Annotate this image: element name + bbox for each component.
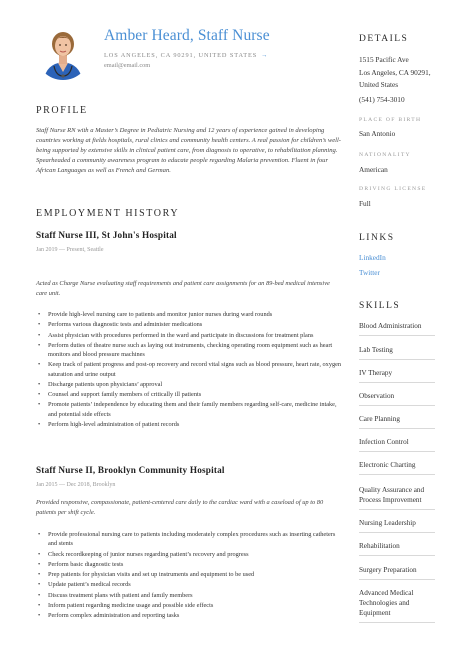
- skill-item: [359, 588, 435, 623]
- list-item: • Provide high-level nursing care to patients and monitor junior nurses during ward rounds: [36, 310, 342, 319]
- skill-label: Electronic Charting: [359, 461, 416, 469]
- list-item: • Promote patients’ independence by educating them and their family members regarding self-care, medicine intake, and potential side effects: [36, 400, 342, 418]
- details-address-line2: Los Angeles, CA 90291,: [359, 68, 431, 77]
- skill-label: Lab Testing: [359, 346, 393, 354]
- skill-item: [359, 345, 435, 360]
- skill-bar: [359, 555, 435, 556]
- skill-label: IV Therapy: [359, 369, 393, 377]
- details-address-line3: United States: [359, 80, 399, 89]
- arrow-icon: →: [261, 52, 269, 59]
- details-address-line1: 1515 Pacific Ave: [359, 55, 409, 64]
- candidate-name: Amber Heard, Staff Nurse: [104, 27, 270, 44]
- skill-label: Quality Assurance and Process Improvement: [359, 486, 425, 504]
- address-text: LOS ANGELES, CA 90291, UNITED STATES: [104, 52, 258, 59]
- link-twitter[interactable]: Twitter: [359, 268, 380, 277]
- links-heading: LINKS: [359, 233, 395, 243]
- list-item: • Perform duties of theatre nurse such as laying out instruments, checking operating room equipment such as heart monitors and blood pressure machines: [36, 341, 342, 359]
- list-item: • Perform complex administration and reporting tasks: [36, 611, 342, 620]
- profile-photo: [36, 26, 90, 80]
- skill-item: [359, 414, 435, 429]
- list-item: • Perform basic diagnostic tests: [36, 560, 342, 569]
- skill-item: [359, 518, 435, 533]
- skill-item: [359, 368, 435, 383]
- driving-license-label: DRIVING LICENSE: [359, 186, 427, 192]
- skill-bar: [359, 509, 435, 510]
- place-of-birth-label: PLACE OF BIRTH: [359, 117, 422, 123]
- job-bullets: [36, 310, 342, 430]
- list-item: • Prep patients for physician visits and set up instruments and equipment to be used: [36, 570, 342, 579]
- skill-label: Rehabilitation: [359, 542, 400, 550]
- skill-bar: [359, 451, 435, 452]
- skill-bar: [359, 474, 435, 475]
- skill-label: Care Planning: [359, 415, 400, 423]
- job-title: Staff Nurse II, Brooklyn Community Hospital: [36, 465, 225, 475]
- link-linkedin[interactable]: LinkedIn: [359, 253, 386, 262]
- list-item: • Check recordkeeping of junior nurses regarding patient’s recovery and progress: [36, 550, 342, 559]
- list-item: • Update patient’s medical records: [36, 580, 342, 589]
- employment-heading: EMPLOYMENT HISTORY: [36, 208, 180, 219]
- skill-item: [359, 391, 435, 406]
- place-of-birth-value: San Antonio: [359, 129, 396, 138]
- details-heading: DETAILS: [359, 34, 409, 44]
- list-item: • Provide professional nursing care to patients including moderately complex procedures such as inserting catheters and stents: [36, 530, 342, 548]
- profile-summary: Staff Nurse RN with a Master’s Degree in Pediatric Nursing and 12 years of experience gained in developing countries working at fields hospitals, rural clinics and community health centers. A real passion for children’s well-being supported by extensive skills in clinical patient care, from diagnosis to operative, to rehabilitation planning. Spearheaded a community awareness program to educate people regarding Malaria prevention. Fluent in four African Languages as well as French and German.: [36, 127, 342, 174]
- list-item: • Discharge patients upon physicians’ approval: [36, 380, 342, 389]
- skill-item: [359, 485, 435, 510]
- skill-label: Nursing Leadership: [359, 519, 416, 527]
- skill-label: Blood Administration: [359, 322, 422, 330]
- skill-item: [359, 437, 435, 452]
- list-item: • Counsel and support family members of critically ill patients: [36, 390, 342, 399]
- skill-bar: [359, 359, 435, 360]
- list-item: • Inform patient regarding medicine usage and possible side effects: [36, 601, 342, 610]
- nationality-value: American: [359, 165, 388, 174]
- list-item: • Discuss treatment plans with patient and family members: [36, 591, 342, 600]
- skill-bar: [359, 382, 435, 383]
- skill-bar: [359, 335, 435, 336]
- job-title: Staff Nurse III, St John's Hospital: [36, 230, 177, 240]
- job-meta: Jan 2019 — Present, Seattle: [36, 247, 104, 253]
- job-intro: Acted as Charge Nurse evaluating staff requirements and patient care assignments for an 89-bed medical intensive care unit.: [36, 280, 330, 297]
- list-item: • Performs various diagnostic tests and administer medications: [36, 320, 342, 329]
- skill-label: Infection Control: [359, 438, 409, 446]
- skills-heading: SKILLS: [359, 301, 401, 311]
- skill-label: Observation: [359, 392, 395, 400]
- job-bullets: [36, 530, 342, 622]
- skill-bar: [359, 532, 435, 533]
- nationality-label: NATIONALITY: [359, 152, 411, 158]
- skill-item: [359, 321, 435, 336]
- skill-bar: [359, 579, 435, 580]
- details-phone: (541) 754-3010: [359, 95, 405, 104]
- skill-bar: [359, 428, 435, 429]
- skill-bar: [359, 622, 435, 623]
- skill-item: [359, 460, 435, 475]
- skill-label: Surgery Preparation: [359, 566, 417, 574]
- candidate-email[interactable]: email@email.com: [104, 62, 151, 69]
- list-item: • Keep track of patient progress and post-op recovery and record vital signs such as blood pressure, heart rate, oxygen saturation and urine output: [36, 360, 342, 378]
- list-item: • Perform high-level administration of patient records: [36, 420, 342, 429]
- skill-label: Advanced Medical Technologies and Equipment: [359, 589, 414, 617]
- skill-bar: [359, 405, 435, 406]
- profile-heading: PROFILE: [36, 105, 88, 116]
- candidate-address: [104, 52, 268, 59]
- job-intro: Provided responsive, compassionate, patient-centered care daily to the cardiac ward with a caseload of up to 80 patients per shift cycle.: [36, 499, 324, 516]
- job-meta: Jan 2015 — Dec 2018, Brooklyn: [36, 482, 116, 488]
- list-item: • Assist physician with procedures performed in the ward and participate in discussions for treatment plans: [36, 331, 342, 340]
- skill-item: [359, 541, 435, 556]
- driving-license-value: Full: [359, 199, 371, 208]
- skill-item: [359, 565, 435, 580]
